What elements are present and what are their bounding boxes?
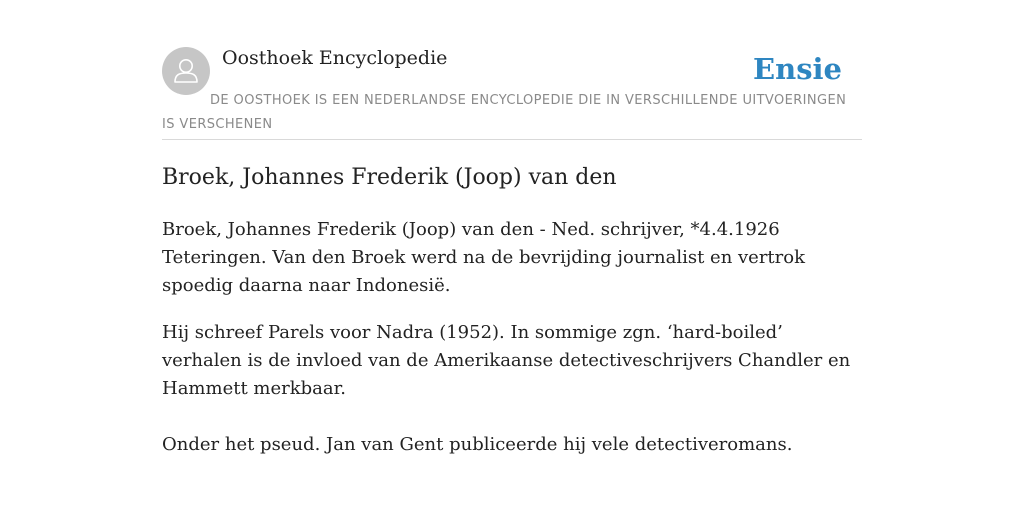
article-paragraph: Broek, Johannes Frederik (Joop) van den - Ned. schrijver, *4.4.1926 Teteringen. Van den Broek werd na de bevrijding journalist en vertrok spoedig daarna naar Indonesië. [162,219,806,296]
source-name-link[interactable]: Oosthoek Encyclopedie [222,47,448,69]
user-placeholder-icon[interactable] [162,47,210,95]
ensie-logo[interactable]: Ensie [753,52,842,86]
source-header [162,46,862,140]
article-paragraph: Hij schreef Parels voor Nadra (1952). In sommige zgn. ‘hard-boiled’ verhalen is de invloed van de Amerikaanse detectiveschrijvers Chandler en Hammett merkbaar. [162,322,851,399]
article-paragraph: Onder het pseud. Jan van Gent publiceerde hij vele detectiveromans. [162,434,793,455]
article-title: Broek, Johannes Frederik (Joop) van den [162,165,617,190]
source-description: DE OOSTHOEK IS EEN NEDERLANDSE ENCYCLOPEDIE DIE IN VERSCHILLENDE UITVOERINGEN IS VERSCHENEN [162,93,847,132]
